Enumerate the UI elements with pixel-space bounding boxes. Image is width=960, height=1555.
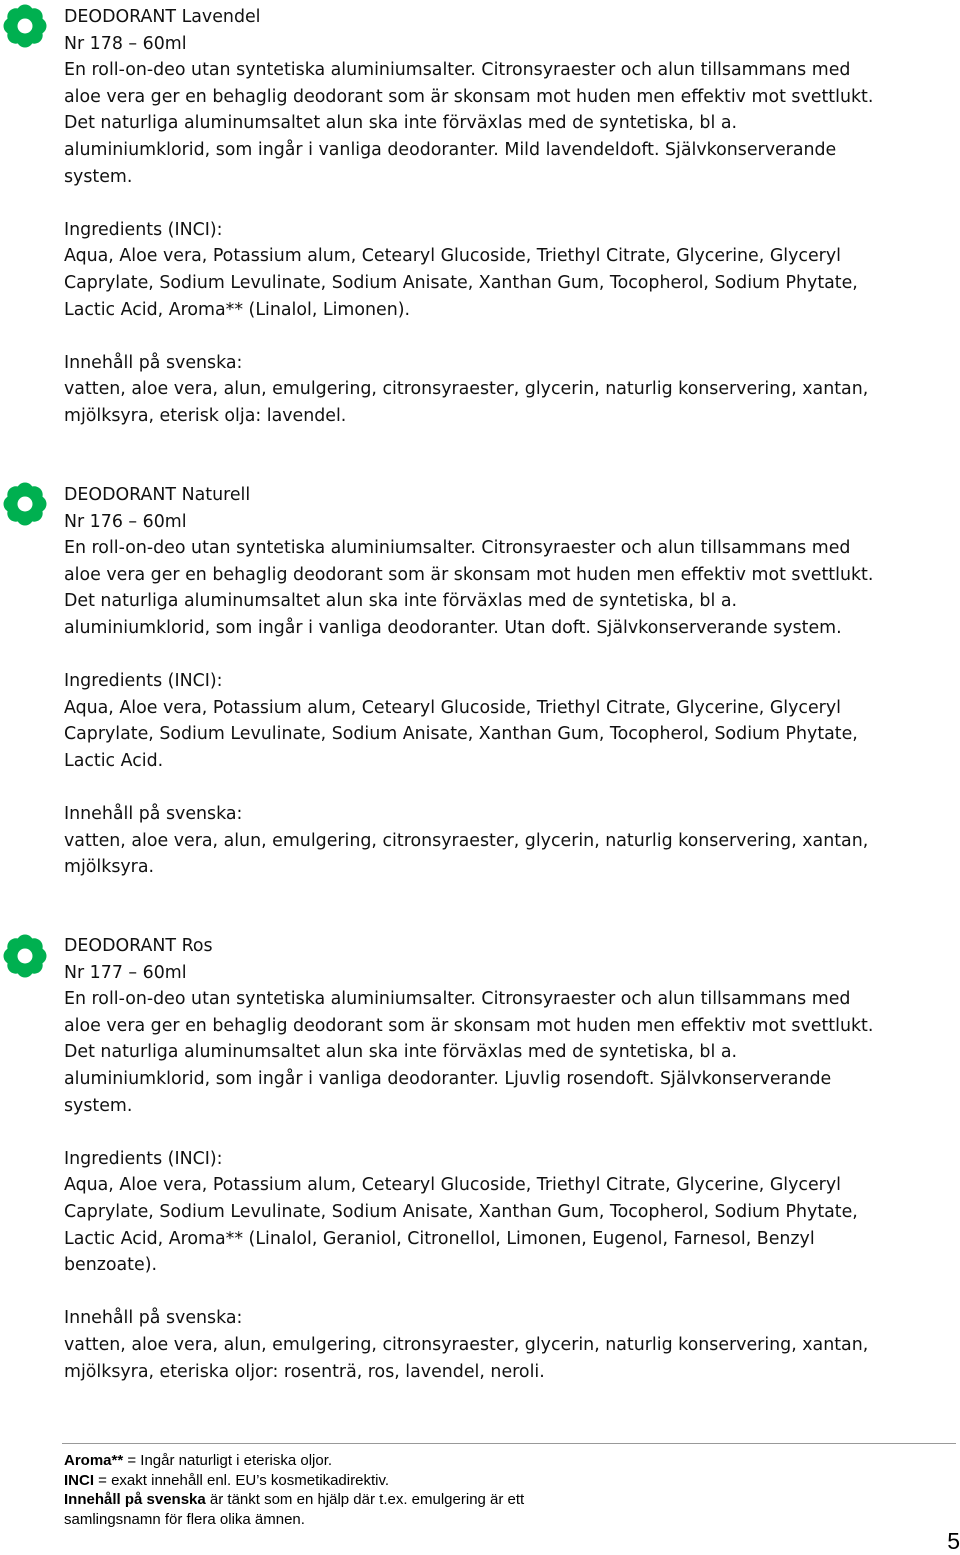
inci-line: Caprylate, Sodium Levulinate, Sodium Anisate, Xanthan Gum, Tocopherol, Sodium Phytate, <box>64 724 858 745</box>
product-title: DEODORANT Ros <box>64 936 213 956</box>
product-text <box>64 4 956 430</box>
flower-icon <box>2 481 48 527</box>
inci-line: Lactic Acid, Aroma** (Linalol, Limonen). <box>64 299 411 320</box>
inci-heading: Ingredients (INCI): <box>64 219 223 240</box>
product-text <box>64 933 956 1385</box>
description-line: aluminiumklorid, som ingår i vanliga deodoranter. Utan doft. Självkonserverande system. <box>64 617 842 638</box>
product-number: Nr 176 – 60ml <box>64 511 187 532</box>
flower-icon <box>2 933 48 979</box>
description-line: Det naturliga aluminumsaltet alun ska inte förväxlas med de syntetiska, bl a. <box>64 1042 738 1063</box>
inci-line: Aqua, Aloe vera, Potassium alum, Cetearyl Glucoside, Triethyl Citrate, Glycerine, Glyceryl <box>64 246 841 267</box>
description-line: aloe vera ger en behaglig deodorant som är skonsam mot huden men effektiv mot svettlukt. <box>64 564 874 585</box>
footer-aroma-note <box>64 1451 524 1471</box>
inci-line: Caprylate, Sodium Levulinate, Sodium Anisate, Xanthan Gum, Tocopherol, Sodium Phytate, <box>64 1201 858 1222</box>
swedish-heading: Innehåll på svenska: <box>64 804 243 825</box>
inci-heading: Ingredients (INCI): <box>64 671 223 692</box>
description-line: system. <box>64 166 133 187</box>
footer-divider <box>62 1443 956 1444</box>
description-line: En roll-on-deo utan syntetiska aluminiumsalter. Citronsyraester och alun tillsammans med <box>64 989 851 1010</box>
inci-line: Lactic Acid. <box>64 750 164 771</box>
inci-line: Aqua, Aloe vera, Potassium alum, Cetearyl Glucoside, Triethyl Citrate, Glycerine, Glyceryl <box>64 1175 841 1196</box>
swedish-heading: Innehåll på svenska: <box>64 352 243 373</box>
swedish-line: mjölksyra, eterisk olja: lavendel. <box>64 405 347 426</box>
description-line: aluminiumklorid, som ingår i vanliga deodoranter. Mild lavendeldoft. Självkonserverande <box>64 139 837 160</box>
product-number: Nr 177 – 60ml <box>64 962 187 983</box>
footer-inci-text: = exakt innehåll enl. EU’s kosmetikadirektiv. <box>94 1471 389 1489</box>
inci-line: Lactic Acid, Aroma** (Linalol, Geraniol, Citronellol, Limonen, Eugenol, Farnesol, Benzyl <box>64 1228 815 1249</box>
footer-aroma-text: = Ingår naturligt i eteriska oljor. <box>123 1452 333 1469</box>
footer-inci-note <box>64 1471 524 1491</box>
footer-aroma-term: Aroma** <box>64 1452 124 1469</box>
swedish-line: mjölksyra. <box>64 857 155 878</box>
footer-swedish-term: Innehåll på svenska <box>64 1491 206 1509</box>
inci-line: Caprylate, Sodium Levulinate, Sodium Anisate, Xanthan Gum, Tocopherol, Sodium Phytate, <box>64 272 858 293</box>
page-number: 5 <box>947 1528 960 1554</box>
description-line: system. <box>64 1095 133 1116</box>
product-number: Nr 178 – 60ml <box>64 33 187 54</box>
product-text <box>64 482 956 881</box>
inci-line: Aqua, Aloe vera, Potassium alum, Cetearyl Glucoside, Triethyl Citrate, Glycerine, Glyceryl <box>64 697 841 718</box>
description-line: Det naturliga aluminumsaltet alun ska inte förväxlas med de syntetiska, bl a. <box>64 591 738 612</box>
description-line: aluminiumklorid, som ingår i vanliga deodoranter. Ljuvlig rosendoft. Självkonserverande <box>64 1068 832 1089</box>
product-title: DEODORANT Naturell <box>64 485 251 505</box>
inci-line: benzoate). <box>64 1255 158 1276</box>
swedish-line: vatten, aloe vera, alun, emulgering, citronsyraester, glycerin, naturlig konservering, xantan, <box>64 830 869 851</box>
footer-inci-term: INCI <box>64 1471 94 1489</box>
footer-swedish-text: är tänkt som en hjälp där t.ex. emulgering är ett <box>205 1491 525 1509</box>
swedish-line: vatten, aloe vera, alun, emulgering, citronsyraester, glycerin, naturlig konservering, xantan, <box>64 379 869 400</box>
description-line: aloe vera ger en behaglig deodorant som är skonsam mot huden men effektiv mot svettlukt. <box>64 86 874 107</box>
footer-notes <box>64 1451 524 1529</box>
description-line: aloe vera ger en behaglig deodorant som är skonsam mot huden men effektiv mot svettlukt. <box>64 1015 874 1036</box>
product-title: DEODORANT Lavendel <box>64 7 261 27</box>
description-line: En roll-on-deo utan syntetiska aluminiumsalter. Citronsyraester och alun tillsammans med <box>64 60 851 81</box>
swedish-heading: Innehåll på svenska: <box>64 1308 243 1329</box>
description-line: Det naturliga aluminumsaltet alun ska inte förväxlas med de syntetiska, bl a. <box>64 113 738 134</box>
footer-swedish-note-cont: samlingsnamn för flera olika ämnen. <box>64 1510 305 1528</box>
flower-icon <box>2 3 48 49</box>
swedish-line: vatten, aloe vera, alun, emulgering, citronsyraester, glycerin, naturlig konservering, xantan, <box>64 1334 869 1355</box>
inci-heading: Ingredients (INCI): <box>64 1148 223 1169</box>
description-line: En roll-on-deo utan syntetiska aluminiumsalter. Citronsyraester och alun tillsammans med <box>64 538 851 559</box>
swedish-line: mjölksyra, eteriska oljor: rosenträ, ros, lavendel, neroli. <box>64 1361 545 1382</box>
footer-swedish-note <box>64 1490 524 1510</box>
